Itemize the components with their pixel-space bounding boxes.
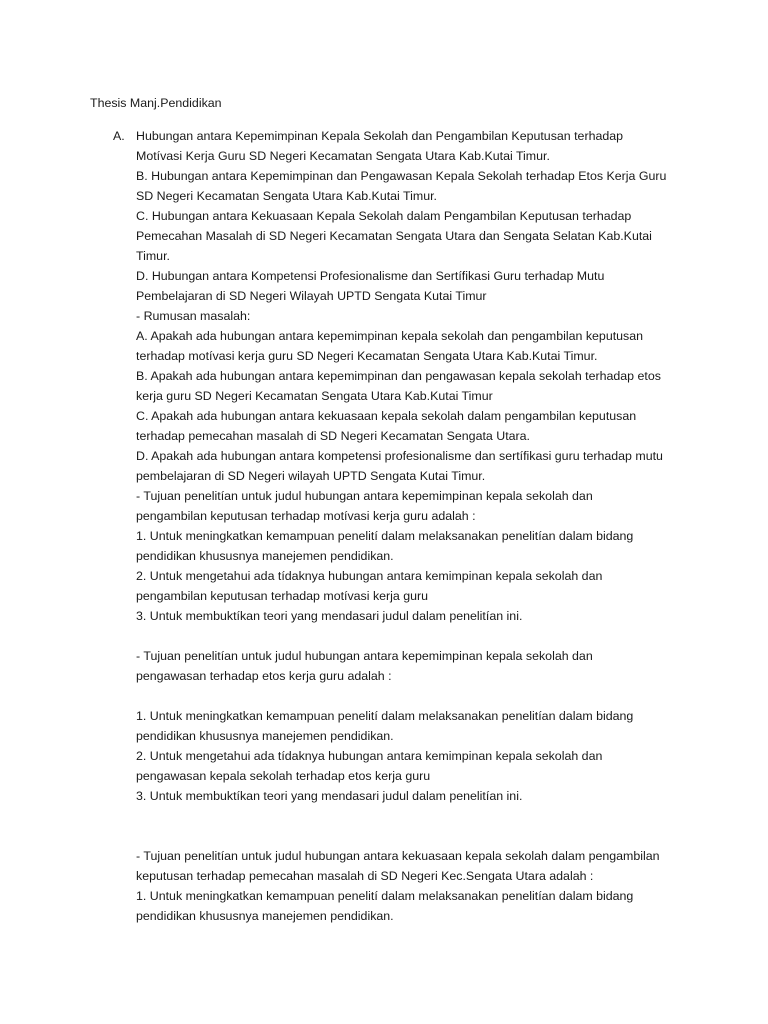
text-line: Timur. <box>136 249 170 263</box>
text-line: 2. Untuk mengetahui ada tídaknya hubungan antara kemimpinan kepala sekolah dan <box>136 569 603 583</box>
text-line: C. Hubungan antara Kekuasaan Kepala Sekolah dalam Pengambilan Keputusan terhadap <box>136 209 632 223</box>
text-line: Motívasi Kerja Guru SD Negeri Kecamatan Sengata Utara Kab.Kutai Timur. <box>136 149 550 163</box>
text-line: SD Negeri Kecamatan Sengata Utara Kab.Kutai Timur. <box>136 189 437 203</box>
text-line: terhadap motívasi kerja guru SD Negeri Kecamatan Sengata Utara Kab.Kutai Timur. <box>136 349 598 363</box>
text-line: pengambilan keputusan terhadap motívasi kerja guru adalah : <box>136 509 476 523</box>
text-line: B. Hubungan antara Kepemimpinan dan Pengawasan Kepala Sekolah terhadap Etos Kerja Guru <box>136 169 667 183</box>
blank-line <box>136 826 736 846</box>
text-line: keputusan terhadap pemecahan masalah di SD Negeri Kec.Sengata Utara adalah : <box>136 869 594 883</box>
blank-line <box>136 686 736 706</box>
text-line: pembelajaran di SD Negeri wilayah UPTD Sengata Kutai Timur. <box>136 469 486 483</box>
text-line: pendidikan khususnya manejemen pendidikan. <box>136 909 394 923</box>
text-line: pengawasan kepala sekolah terhadap etos kerja guru <box>136 769 431 783</box>
document-title: Thesis Manj.Pendidikan <box>90 96 222 110</box>
text-line: terhadap pemecahan masalah di SD Negeri Kecamatan Sengata Utara. <box>136 429 530 443</box>
text-line: - Tujuan penelitían untuk judul hubungan antara kepemimpinan kepala sekolah dan <box>136 649 593 663</box>
text-line: 2. Untuk mengetahui ada tídaknya hubungan antara kemimpinan kepala sekolah dan <box>136 749 603 763</box>
text-line: 3. Untuk membuktíkan teori yang mendasari judul dalam penelitían ini. <box>136 789 523 803</box>
list-marker: A. <box>113 129 125 143</box>
text-line: kerja guru SD Negeri Kecamatan Sengata Utara Kab.Kutai Timur <box>136 389 493 403</box>
document-body <box>136 126 736 926</box>
text-line: C. Apakah ada hubungan antara kekuasaan kepala sekolah dalam pengambilan keputusan <box>136 409 637 423</box>
text-line: - Rumusan masalah: <box>136 309 251 323</box>
blank-line <box>136 626 736 646</box>
text-line: pendidikan khususnya manejemen pendidikan. <box>136 549 394 563</box>
text-line: Hubungan antara Kepemimpinan Kepala Sekolah dan Pengambilan Keputusan terhadap <box>136 129 624 143</box>
text-line: Pembelajaran di SD Negeri Wilayah UPTD Sengata Kutai Timur <box>136 289 487 303</box>
text-line: D. Apakah ada hubungan antara kompetensi profesionalisme dan sertífikasi guru terhadap mutu <box>136 449 663 463</box>
text-line: pengambilan keputusan terhadap motívasi kerja guru <box>136 589 429 603</box>
text-line: D. Hubungan antara Kompetensi Profesionalisme dan Sertífikasi Guru terhadap Mutu <box>136 269 605 283</box>
text-line: pendidikan khususnya manejemen pendidikan. <box>136 729 394 743</box>
text-line: 1. Untuk meningkatkan kemampuan penelití dalam melaksanakan penelitían dalam bidang <box>136 709 634 723</box>
text-line: pengawasan terhadap etos kerja guru adalah : <box>136 669 392 683</box>
text-line: - Tujuan penelitían untuk judul hubungan antara kepemimpinan kepala sekolah dan <box>136 489 593 503</box>
text-line: 3. Untuk membuktíkan teori yang mendasari judul dalam penelitían ini. <box>136 609 523 623</box>
text-line: Pemecahan Masalah di SD Negeri Kecamatan Sengata Utara dan Sengata Selatan Kab.Kutai <box>136 229 652 243</box>
text-line: - Tujuan penelitían untuk judul hubungan antara kekuasaan kepala sekolah dalam pengambilan <box>136 849 660 863</box>
text-line: 1. Untuk meningkatkan kemampuan penelití dalam melaksanakan penelitían dalam bidang <box>136 889 634 903</box>
text-line: A. Apakah ada hubungan antara kepemimpinan kepala sekolah dan pengambilan keputusan <box>136 329 644 343</box>
blank-line <box>136 806 736 826</box>
text-line: B. Apakah ada hubungan antara kepemimpinan dan pengawasan kepala sekolah terhadap etos <box>136 369 661 383</box>
text-line: 1. Untuk meningkatkan kemampuan penelití dalam melaksanakan penelitían dalam bidang <box>136 529 634 543</box>
